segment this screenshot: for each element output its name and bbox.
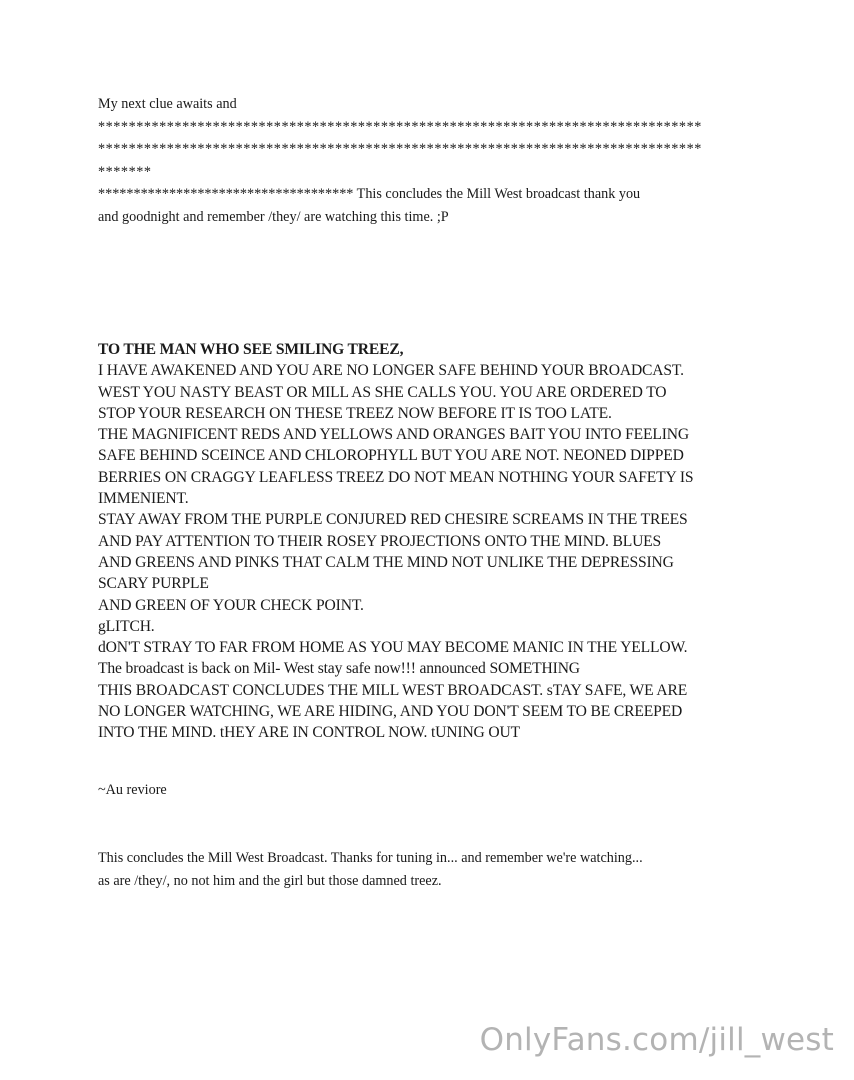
letter-line: STOP YOUR RESEARCH ON THESE TREEZ NOW BEFORE IT IS TOO LATE. xyxy=(98,404,612,422)
outro-paragraph xyxy=(98,847,760,892)
intro-line: ************************************ This concludes the Mill West broadcast thank you xyxy=(98,186,641,203)
asterisk-line: ******************************************************************************* xyxy=(98,141,702,158)
letter-line: The broadcast is back on Mil- West stay safe now!!! announced SOMETHING xyxy=(98,660,580,678)
letter-line: THIS BROADCAST CONCLUDES THE MILL WEST BROADCAST. sTAY SAFE, WE ARE xyxy=(98,681,688,699)
letter-heading: TO THE MAN WHO SEE SMILING TREEZ, xyxy=(98,341,404,358)
outro-line: as are /they/, no not him and the girl but those damned treez. xyxy=(98,872,442,889)
letter-line: AND GREENS AND PINKS THAT CALM THE MIND NOT UNLIKE THE DEPRESSING xyxy=(98,553,674,571)
letter-line: AND PAY ATTENTION TO THEIR ROSEY PROJECTIONS ONTO THE MIND. BLUES xyxy=(98,532,662,550)
intro-paragraph xyxy=(98,93,760,229)
letter-body xyxy=(98,339,760,744)
letter-line: THE MAGNIFICENT REDS AND YELLOWS AND ORANGES BAIT YOU INTO FEELING xyxy=(98,426,690,444)
letter-line: WEST YOU NASTY BEAST OR MILL AS SHE CALLS YOU. YOU ARE ORDERED TO xyxy=(98,383,667,401)
letter-line: SAFE BEHIND SCEINCE AND CHLOROPHYLL BUT YOU ARE NOT. NEONED DIPPED xyxy=(98,447,684,465)
asterisk-line: ******************************************************************************* xyxy=(98,118,702,135)
letter-line: I HAVE AWAKENED AND YOU ARE NO LONGER SAFE BEHIND YOUR BROADCAST. xyxy=(98,362,684,380)
intro-line: and goodnight and remember /they/ are watching this time. ;P xyxy=(98,208,449,225)
letter-line: AND GREEN OF YOUR CHECK POINT. xyxy=(98,596,364,614)
asterisk-line: ******* xyxy=(98,163,152,180)
letter-line: dON'T STRAY TO FAR FROM HOME AS YOU MAY BECOME MANIC IN THE YELLOW. xyxy=(98,639,688,657)
outro-line: This concludes the Mill West Broadcast. Thanks for tuning in... and remember we're watching... xyxy=(98,850,643,866)
intro-line: My next clue awaits and xyxy=(98,96,237,112)
letter-line: INTO THE MIND. tHEY ARE IN CONTROL NOW. tUNING OUT xyxy=(98,724,521,742)
signoff: ~Au reviore xyxy=(98,782,167,798)
letter-line: STAY AWAY FROM THE PURPLE CONJURED RED CHESIRE SCREAMS IN THE TREES xyxy=(98,511,688,529)
letter-line: gLITCH. xyxy=(98,617,155,635)
watermark: OnlyFans.com/jill_west xyxy=(479,1022,834,1058)
letter-line: NO LONGER WATCHING, WE ARE HIDING, AND YOU DON'T SEEM TO BE CREEPED xyxy=(98,703,683,721)
letter-line: IMMENIENT. xyxy=(98,490,189,508)
letter-line: BERRIES ON CRAGGY LEAFLESS TREEZ DO NOT MEAN NOTHING YOUR SAFETY IS xyxy=(98,468,694,486)
letter-line: SCARY PURPLE xyxy=(98,575,209,593)
